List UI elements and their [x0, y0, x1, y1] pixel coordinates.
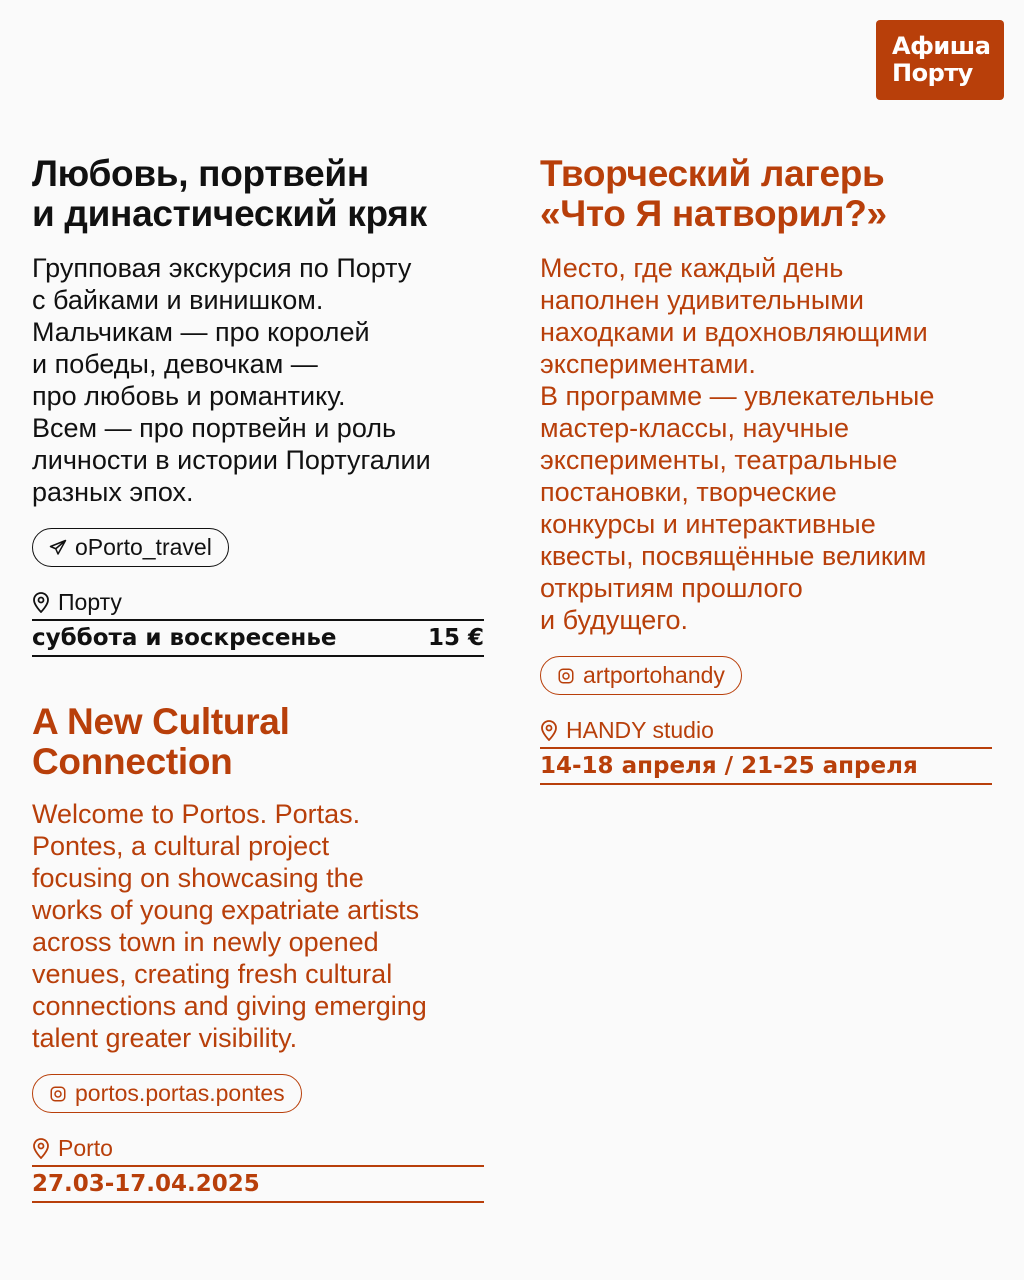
event-title: Творческий лагерь «Что Я натворил?»	[540, 153, 887, 234]
instagram-icon	[557, 667, 575, 685]
location-text: HANDY studio	[566, 716, 714, 743]
event-title: Любовь, портвейн и династический кряк	[32, 153, 427, 234]
event-card-cultural-connection	[32, 702, 484, 1203]
telegram-handle-link[interactable]	[32, 528, 229, 567]
event-location	[540, 715, 992, 745]
handle-text: portos.portas.pontes	[75, 1080, 285, 1106]
event-dates: 14-18 апреля / 21-25 апреля	[540, 753, 918, 779]
event-location	[32, 587, 484, 617]
event-title: A New Cultural Connection	[32, 701, 290, 782]
instagram-handle-link[interactable]	[540, 656, 742, 695]
instagram-handle-link[interactable]	[32, 1074, 302, 1113]
afisha-porto-logo: Афиша Порту	[876, 20, 1004, 100]
location-pin-icon	[32, 1137, 50, 1159]
event-location	[32, 1133, 484, 1163]
event-date-bar	[32, 1165, 484, 1203]
location-pin-icon	[540, 719, 558, 741]
location-text: Porto	[58, 1134, 113, 1161]
event-price: 15 €	[427, 625, 484, 651]
location-text: Порту	[58, 588, 122, 615]
event-dates: суббота и воскресенье	[32, 625, 337, 651]
event-card-port-wine-tour	[32, 154, 484, 657]
event-description: Welcome to Portos. Portas. Pontes, a cultural project focusing on showcasing the works of young expatriate artists across town in newly opened venues, creating fresh cultural connections and giving emerging talent greater visibility.	[32, 799, 427, 1053]
instagram-icon	[49, 1085, 67, 1103]
event-date-price-bar	[32, 619, 484, 657]
handle-text: oPorto_travel	[75, 534, 212, 560]
event-card-creative-camp	[540, 154, 992, 785]
telegram-icon	[49, 539, 67, 557]
event-description: Место, где каждый день наполнен удивительными находками и вдохновляющими экспериментами. В программе — увлекательные мастер-классы, научные эксперименты, театральные постановки, творческие конкурсы и интерактивные квесты, посвящённые великим открытиям прошлого и будущего.	[540, 253, 935, 635]
event-dates: 27.03-17.04.2025	[32, 1171, 260, 1197]
event-description: Групповая экскурсия по Порту с байками и винишком. Мальчикам — про королей и победы, девочкам — про любовь и романтику. Всем — про портвейн и роль личности в истории Португалии разных эпох.	[32, 253, 431, 507]
event-date-bar	[540, 747, 992, 785]
handle-text: artportohandy	[583, 662, 725, 688]
location-pin-icon	[32, 591, 50, 613]
